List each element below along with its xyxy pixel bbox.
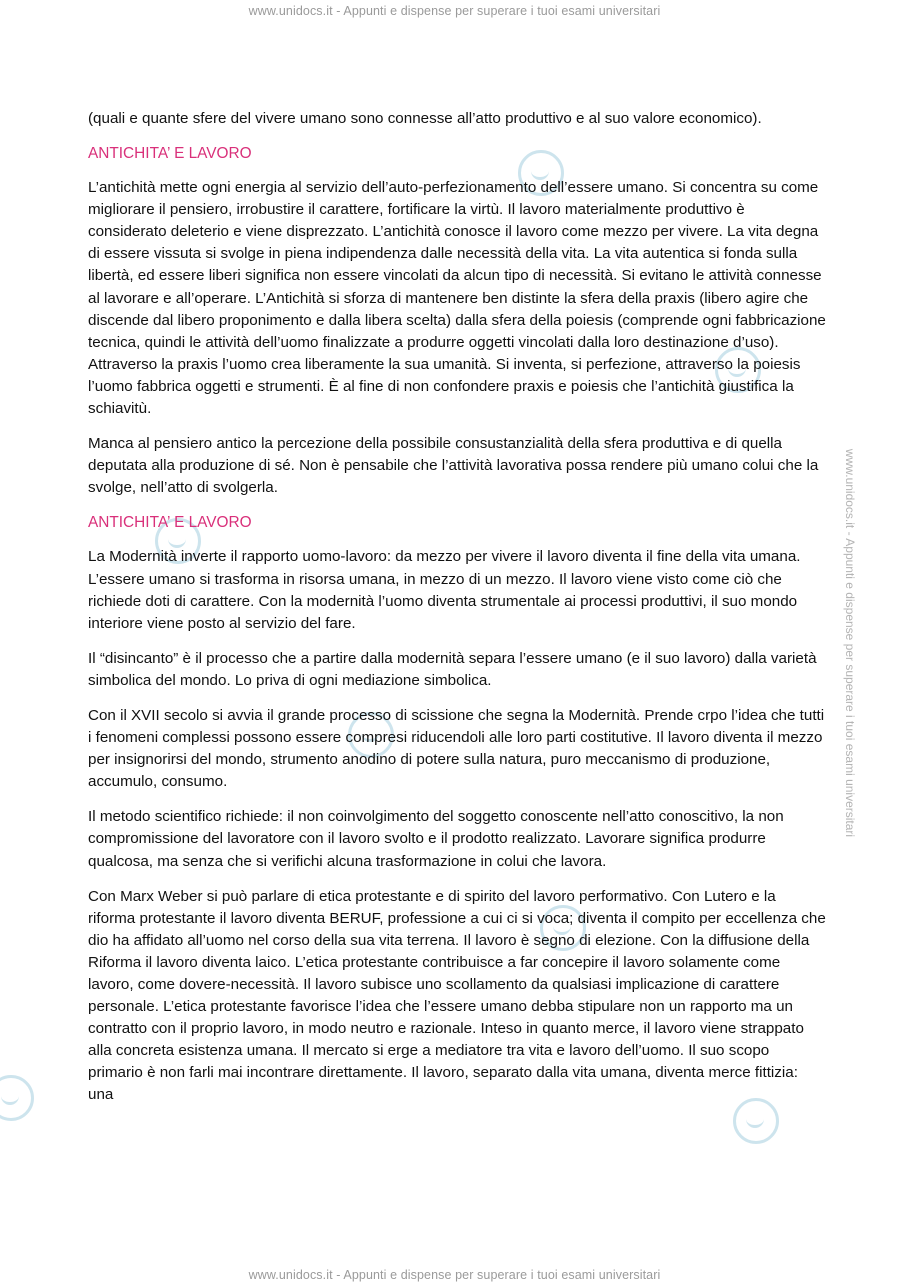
- right-watermark: www.unidocs.it - Appunti e dispense per superare i tuoi esami universitari: [843, 448, 858, 838]
- watermark-logo-icon: [0, 1075, 34, 1121]
- footer-watermark: www.unidocs.it - Appunti e dispense per superare i tuoi esami universitari: [248, 1268, 661, 1282]
- paragraph-modernita: La Modernità inverte il rapporto uomo-lavoro: da mezzo per vivere il lavoro diventa il fine della vita umana. L’essere umano si trasforma in risorsa umana, in mezzo di un mezzo. Il lavoro viene visto come ciò che richiede doti di carattere. Con la modernità l’uomo diventa strumentale ai processi produttivi, il suo mondo interiore viene posto al servizio del fare.: [88, 548, 801, 632]
- header-watermark: www.unidocs.it - Appunti e dispense per superare i tuoi esami universitari: [248, 4, 661, 18]
- paragraph-weber: Con Marx Weber si può parlare di etica protestante e di spirito del lavoro performativo. Con Lutero e la riforma protestante il lavoro diventa BERUF, professione a cui ci si voca; diventa il compito per eccellenza che dio ha affidato all’uomo nel corso della sua vita terrena. Il lavoro è segno di elezione. Con la diffusione della Riforma il lavoro diventa laico. L’etica protestante contribuisce a far concepire il lavoro solamente come lavoro, come dovere-necessità. Il lavoro subisce uno scollamento da qualsiasi implicazione di carattere personale. L’etica protestante favorisce l’idea che l’essere umano debba stipulare non un rapporto ma un contratto con il proprio lavoro, in modo neutro e razionale. Inteso in quanto merce, il lavoro viene strappato alla concreta esistenza umana. Il mercato si erge a mediatore tra vita e lavoro dell’uomo. Il suo scopo primario è non farli mai incontrare direttamente. Il lavoro, separato dalla vita umana, diventa merce fittizia: una: [88, 887, 826, 1104]
- paragraph-xvii-secolo: Con il XVII secolo si avvia il grande processo di scissione che segna la Modernità. Prende crpo l’idea che tutti i fenomeni complessi possono essere compresi riducendoli alle loro parti costitutive. Il lavoro diventa il mezzo per insignorirsi del mondo, strumento anodino di potere sulla natura, puro meccanismo di produzione, accumulo, consumo.: [88, 706, 825, 791]
- paragraph-metodo-scientifico: Il metodo scientifico richiede: il non coinvolgimento del soggetto conoscente nell’atto conoscitivo, la non compromissione del lavoratore con il lavoro svolto e il prodotto realizzato. Lavorare significa produrre qualcosa, ma senza che si verifichi alcuna trasformazione in colui che lavora.: [88, 808, 784, 870]
- document-body: [88, 108, 826, 1120]
- section-heading-antichita: ANTICHITA’ E LAVORO: [88, 145, 252, 163]
- paragraph-intro: (quali e quante sfere del vivere umano sono connesse all’atto produttivo e al suo valore economico).: [88, 110, 762, 127]
- paragraph-antichita: L’antichità mette ogni energia al servizio dell’auto-perfezionamento dell’essere umano. Si concentra su come migliorare il pensiero, irrobustire il carattere, fortificare la virtù. Il lavoro materialmente produttivo è considerato deleterio e viene disprezzato. L’antichità conosce il lavoro come mezzo per vivere. La vita degna di essere vissuta si svolge in piena indipendenza dalle necessità della vita. La vita autentica si fonda sulla libertà, ed essere liberi significa non essere vincolati da alcun tipo di necessità. Si evitano le attività connesse al lavorare e all’operare. L’Antichità si sforza di mantenere ben distinte la sfera della praxis (libero agire che discende dal libero proponimento e dalla libera scelta) dalla sfera della poiesis (comprende ogni fabbricazione tecnica, quindi le attività dell’uomo finalizzate a produrre oggetti vincolati dalla loro destinazione d’uso). Attraverso la praxis l’uomo crea liberamente la sua umanità. Si inventa, si perfezione, attraverso la poiesis l’uomo fabbrica oggetti e strumenti. È al fine di non confondere praxis e poiesis che l’antichità giustifica la schiavitù.: [88, 179, 826, 418]
- section-heading-modernita: ANTICHITA’ E LAVORO: [88, 514, 252, 532]
- paragraph-disincanto: Il “disincanto” è il processo che a partire dalla modernità separa l’essere umano (e il suo lavoro) dalla varietà simbolica del mondo. Lo priva di ogni mediazione simbolica.: [88, 649, 817, 689]
- paragraph-pensiero-antico: Manca al pensiero antico la percezione della possibile consustanzialità della sfera produttiva e di quella deputata alla produzione di sé. Non è pensabile che l’attività lavorativa possa rendere più umano colui che la svolge, nell’atto di svolgerla.: [88, 435, 819, 497]
